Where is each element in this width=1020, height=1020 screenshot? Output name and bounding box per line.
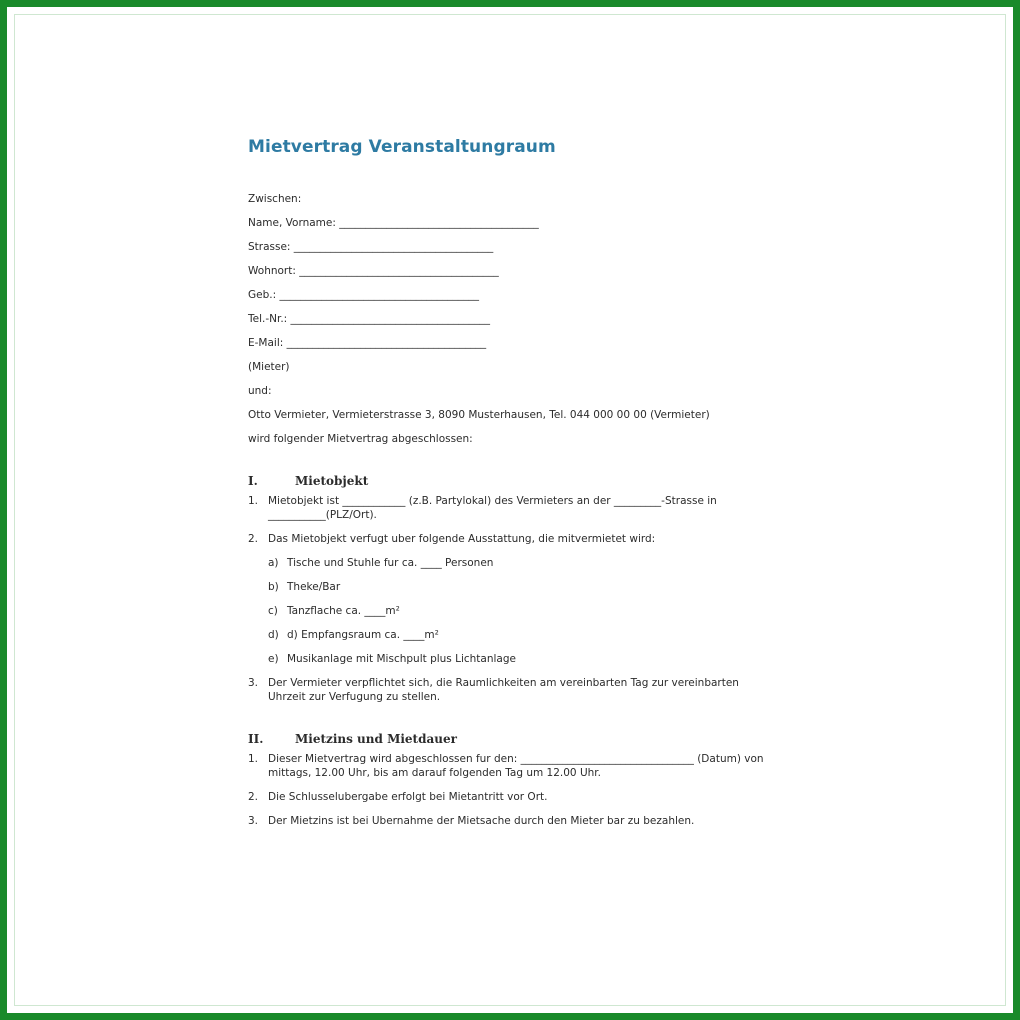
section-number: I. [248, 474, 258, 488]
document-title: Mietvertrag Veranstaltungraum [248, 137, 556, 157]
sub-list-item [248, 556, 768, 570]
sub-list-item [248, 604, 768, 618]
document [248, 137, 768, 838]
phone-field: Tel.-Nr.: ______________________________________ [248, 313, 491, 325]
sub-item-text: Musikanlage mit Mischpult plus Lichtanlage [287, 653, 516, 665]
list-item [248, 676, 768, 704]
section-number: II. [248, 732, 264, 746]
city-field: Wohnort: ______________________________________ [248, 265, 499, 277]
contract-intro: wird folgender Mietvertrag abgeschlossen: [248, 433, 473, 445]
section-heading-mietzins [248, 732, 768, 746]
landlord-line: Otto Vermieter, Vermieterstrasse 3, 8090 Musterhausen, Tel. 044 000 00 00 (Vermieter) [248, 409, 710, 421]
tenant-label: (Mieter) [248, 361, 290, 373]
sub-list-item [248, 652, 768, 666]
item-text: Der Mietzins ist bei Ubernahme der Mietsache durch den Mieter bar zu bezahlen. [268, 815, 695, 827]
item-number: 3. [248, 815, 259, 827]
street-field: Strasse: ______________________________________ [248, 241, 494, 253]
item-text: Mietobjekt ist ____________ (z.B. Partylokal) des Vermieters an der _________-Strasse in ___________(PLZ/Ort). [268, 495, 717, 521]
sub-item-text: Tische und Stuhle fur ca. ____ Personen [287, 557, 494, 569]
list-item [248, 494, 768, 522]
item-text: Die Schlusselubergabe erfolgt bei Mietantritt vor Ort. [268, 791, 548, 803]
list-item [248, 814, 768, 828]
parties-block [248, 192, 768, 446]
item-number: 2. [248, 791, 259, 803]
email-field: E-Mail: ______________________________________ [248, 337, 487, 349]
sub-item-text: d) Empfangsraum ca. ____m² [287, 629, 439, 641]
section-heading-mietobjekt [248, 474, 768, 488]
sub-item-letter: c) [268, 605, 278, 617]
sub-item-letter: d) [268, 629, 279, 641]
list-item [248, 790, 768, 804]
party-intro: Zwischen: [248, 193, 302, 205]
sub-item-letter: a) [268, 557, 279, 569]
name-field: Name, Vorname: ______________________________________ [248, 217, 539, 229]
item-number: 1. [248, 753, 259, 765]
section-title: Mietobjekt [295, 474, 369, 488]
sub-item-letter: e) [268, 653, 279, 665]
sub-list-item [248, 628, 768, 642]
item-text: Dieser Mietvertrag wird abgeschlossen fur den: _________________________________ (Datum) von mittags, 12.00 Uhr, bis am darauf folgenden Tag um 12.00 Uhr. [268, 753, 764, 779]
item-text: Das Mietobjekt verfugt uber folgende Ausstattung, die mitvermietet wird: [268, 533, 656, 545]
sub-item-letter: b) [268, 581, 279, 593]
list-item [248, 752, 768, 780]
item-number: 1. [248, 495, 259, 507]
item-number: 2. [248, 533, 259, 545]
item-text: Der Vermieter verpflichtet sich, die Raumlichkeiten am vereinbarten Tag zur vereinbarten Uhrzeit zur Verfugung zu stellen. [268, 677, 739, 703]
item-number: 3. [248, 677, 259, 689]
birthdate-field: Geb.: ______________________________________ [248, 289, 479, 301]
section-title: Mietzins und Mietdauer [295, 732, 457, 746]
list-item [248, 532, 768, 546]
and-label: und: [248, 385, 272, 397]
sub-item-text: Tanzflache ca. ____m² [287, 605, 400, 617]
sub-list-item [248, 580, 768, 594]
sub-item-text: Theke/Bar [287, 581, 341, 593]
